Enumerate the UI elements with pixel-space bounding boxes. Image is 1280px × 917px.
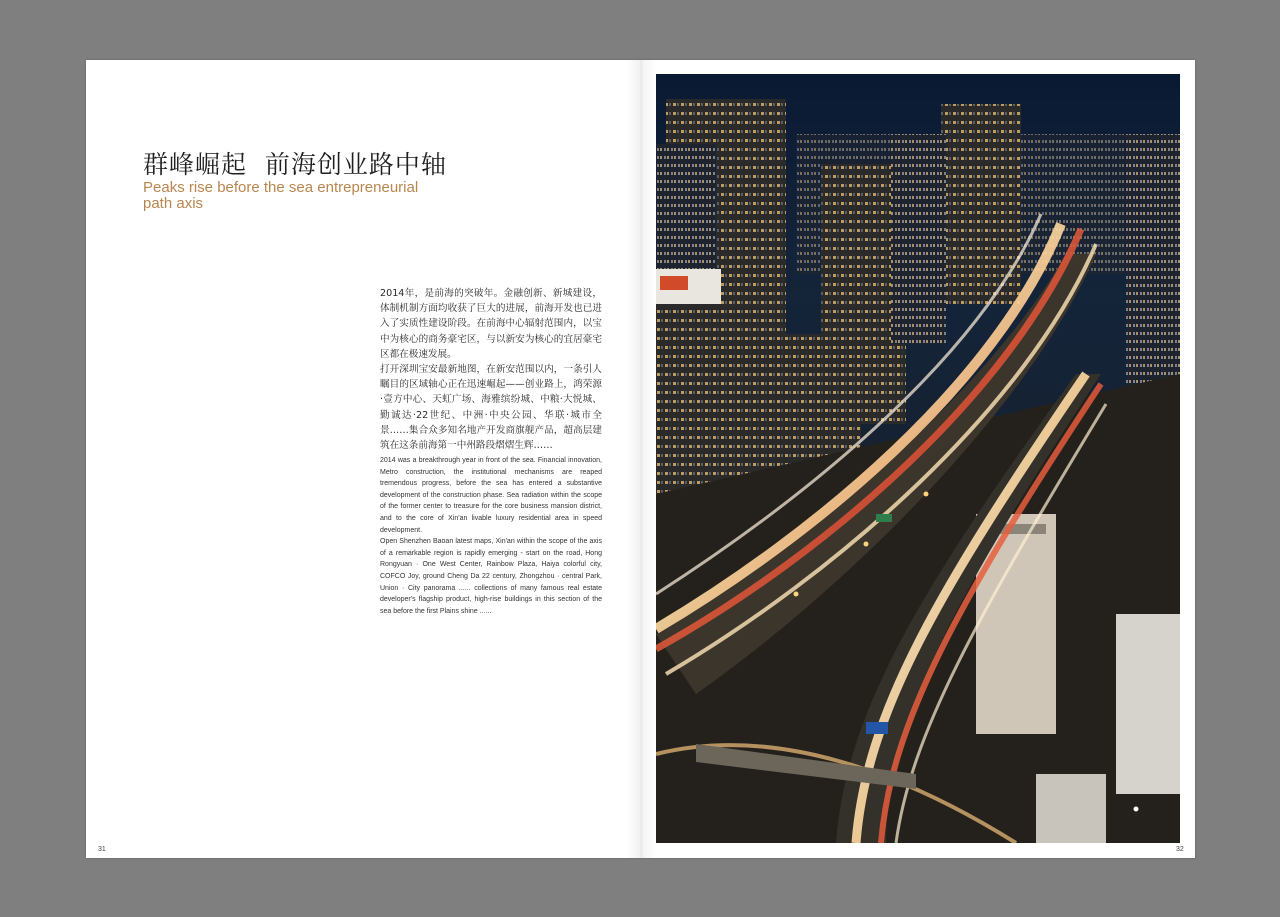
page-number-right: 32 [1176,846,1184,853]
body-text-chinese [380,286,602,453]
left-page [86,60,641,858]
body-cn-paragraph: 2014年，是前海的突破年。金融创新、新城建设，体制机制方面均收获了巨大的进展，前海开发也已进入了实质性建设阶段。在前海中心辐射范围内，以宝中为核心的商务豪宅区，与以新安为核心的宜居豪宅区都在极速发展。 [380,288,602,360]
night-highway-city-photo [656,74,1180,843]
body-en-paragraph: 2014 was a breakthrough year in front of the sea. Financial innovation, Metro construction, the institutional mechanisms are reaped tremendous progress, before the sea has entered a substantive development of the construction phase. Sea radiation within the scope of the former center to treasure for the core business mansion district, and to the core of Xin'an livable luxury residential area in speed development. [380,457,602,534]
page-number-left: 31 [98,846,106,853]
body-text-english [380,455,602,617]
magazine-spread [86,60,1195,858]
body-en-paragraph: Open Shenzhen Baoan latest maps, Xin'an within the scope of the axis of a remarkable region is rapidly emerging - start on the road, Hong Rongyuan · One West Center, Rainbow Plaza, Haiya colorful city, COFCO Joy, ground Cheng Da 22 century, Zhongzhou · central Park, Union · City panorama ...... collections of many famous real estate developer's flagship product, high-rise buildings in this section of the sea before the first Plains shine ...... [380,538,602,615]
spine-shadow [626,60,656,858]
title-english: Peaks rise before the sea entrepreneurial path axis [143,179,419,212]
title-chinese: 群峰崛起 前海创业路中轴 [143,150,447,179]
body-cn-paragraph: 打开深圳宝安最新地图，在新安范围以内，一条引人瞩目的区域轴心正在迅速崛起——创业路上，鸿荣源·壹方中心、天虹广场、海雅缤纷城、中粮·大悦城、勤诚达·22世纪、中洲·中央公园、华联·城市全景……集合众多知名地产开发商旗舰产品，超高层建筑在这条前海第一中州路段熠熠生辉…… [380,364,602,452]
